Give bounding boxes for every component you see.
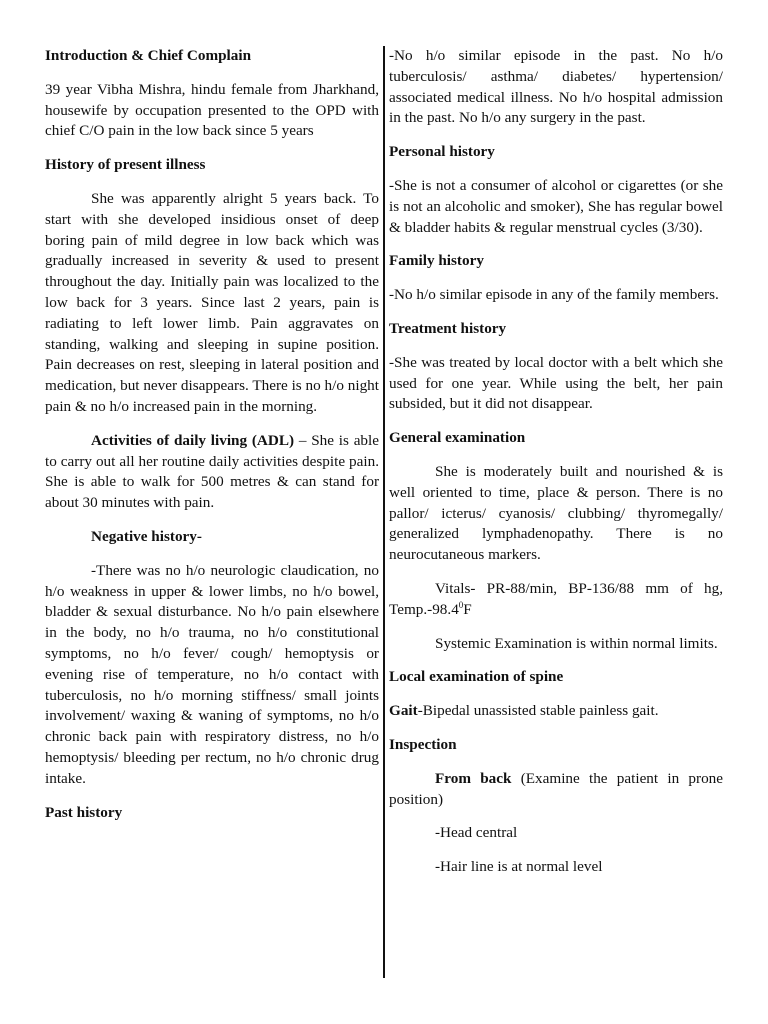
- family-history-heading: Family history: [389, 252, 484, 270]
- adl-paragraph: [45, 431, 379, 514]
- gait-text: -Bipedal unassisted stable painless gait.: [417, 702, 659, 720]
- systemic-examination-text: Systemic Examination is within normal limits.: [435, 634, 718, 652]
- from-back-text: (Examine the patient in prone position): [389, 769, 724, 808]
- hpi-text: She was apparently alright 5 years back. To start with she developed insidious onset of deep boring pain of mild degree in low back which was gradually increased in severity & used to present throughout the day. Initially pain was localized to the low back for 3 years. Since last 2 years, pain is radiating to left lower limb. Pain aggravates on standing, walking and sleeping in supine position. Pain decreases on rest, sleeping in lateral position and medication, but never disappears. There is no h/o night pain & no h/o increased pain in the morning.: [45, 189, 379, 415]
- gait-paragraph: [389, 701, 723, 722]
- personal-history-text: -She is not a consumer of alcohol or cigarettes (or she is not an alcoholic and smoker), She has regular bowel & bladder habits & regular menstrual cycles (3/30).: [389, 176, 723, 236]
- intro-heading: Introduction & Chief Complain: [45, 47, 252, 64]
- past-history-text: -No h/o similar episode in the past. No h/o tuberculosis/ asthma/ diabetes/ hypertension/ associated medical illness. No h/o hospital admission in the past. No h/o any surgery in the past.: [389, 47, 723, 127]
- negative-history-heading: Negative history-: [91, 527, 202, 545]
- inspection-heading: Inspection: [389, 735, 457, 753]
- personal-history-heading: Personal history: [389, 143, 495, 161]
- vitals-unit: F: [463, 600, 472, 618]
- negative-history-text: -There was no h/o neurologic claudication, no h/o weakness in upper & lower limbs, no h/o bowel, bladder & sexual disturbance. No h/o pain elsewhere in the body, no h/o trauma, no h/o constitutional symptoms, no h/o fever/ cough/ hemoptysis or evening rise of temperature, no h/o contact with tuberculosis, no h/o morning stiffness/ small joints involvement/ waxing & waning of symptoms, no h/o chronic back pain with respiratory distress, no h/o hemoptysis/ bleeding per rectum, no h/o chronic drug intake.: [45, 561, 379, 787]
- intro-text: 39 year Vibha Mishra, hindu female from Jharkhand, housewife by occupation presented to the OPD with chief C/O pain in the low back since 5 years: [45, 80, 379, 140]
- head-central-item: -Head central: [435, 824, 518, 842]
- gait-label: Gait: [389, 702, 418, 720]
- adl-label: Activities of daily living (ADL): [91, 431, 295, 449]
- from-back-label: From back: [435, 769, 512, 787]
- column-divider: [383, 46, 385, 978]
- local-examination-heading: Local examination of spine: [389, 668, 564, 686]
- hair-line-item: -Hair line is at normal level: [435, 858, 603, 876]
- left-column: [45, 46, 379, 836]
- vitals-text: [389, 579, 723, 621]
- family-history-text: -No h/o similar episode in any of the family members.: [389, 286, 719, 304]
- adl-text: – She is able to carry out all her routine daily activities despite pain. She is able to walk for 500 metres & can stand for about 30 minutes with pain.: [45, 431, 379, 512]
- right-column: [389, 46, 723, 891]
- treatment-history-heading: Treatment history: [389, 319, 507, 337]
- degree-superscript: 0: [458, 599, 464, 610]
- from-back-paragraph: [389, 769, 723, 811]
- vitals-values: Vitals- PR-88/min, BP-136/88 mm of hg, Temp.-98.4: [389, 579, 723, 618]
- past-history-heading: Past history: [45, 803, 123, 821]
- treatment-history-text: -She was treated by local doctor with a belt which she used for one year. While using the belt, her pain subsided, but it did not disappear.: [389, 353, 723, 413]
- general-examination-text: She is moderately built and nourished & is well oriented to time, place & person. There is no pallor/ icterus/ cyanosis/ clubbing/ thyromegally/ generalized lymphadenopathy. There is no neurocutaneous markers.: [389, 462, 723, 564]
- general-examination-heading: General examination: [389, 429, 526, 447]
- hpi-heading: History of present illness: [45, 156, 206, 174]
